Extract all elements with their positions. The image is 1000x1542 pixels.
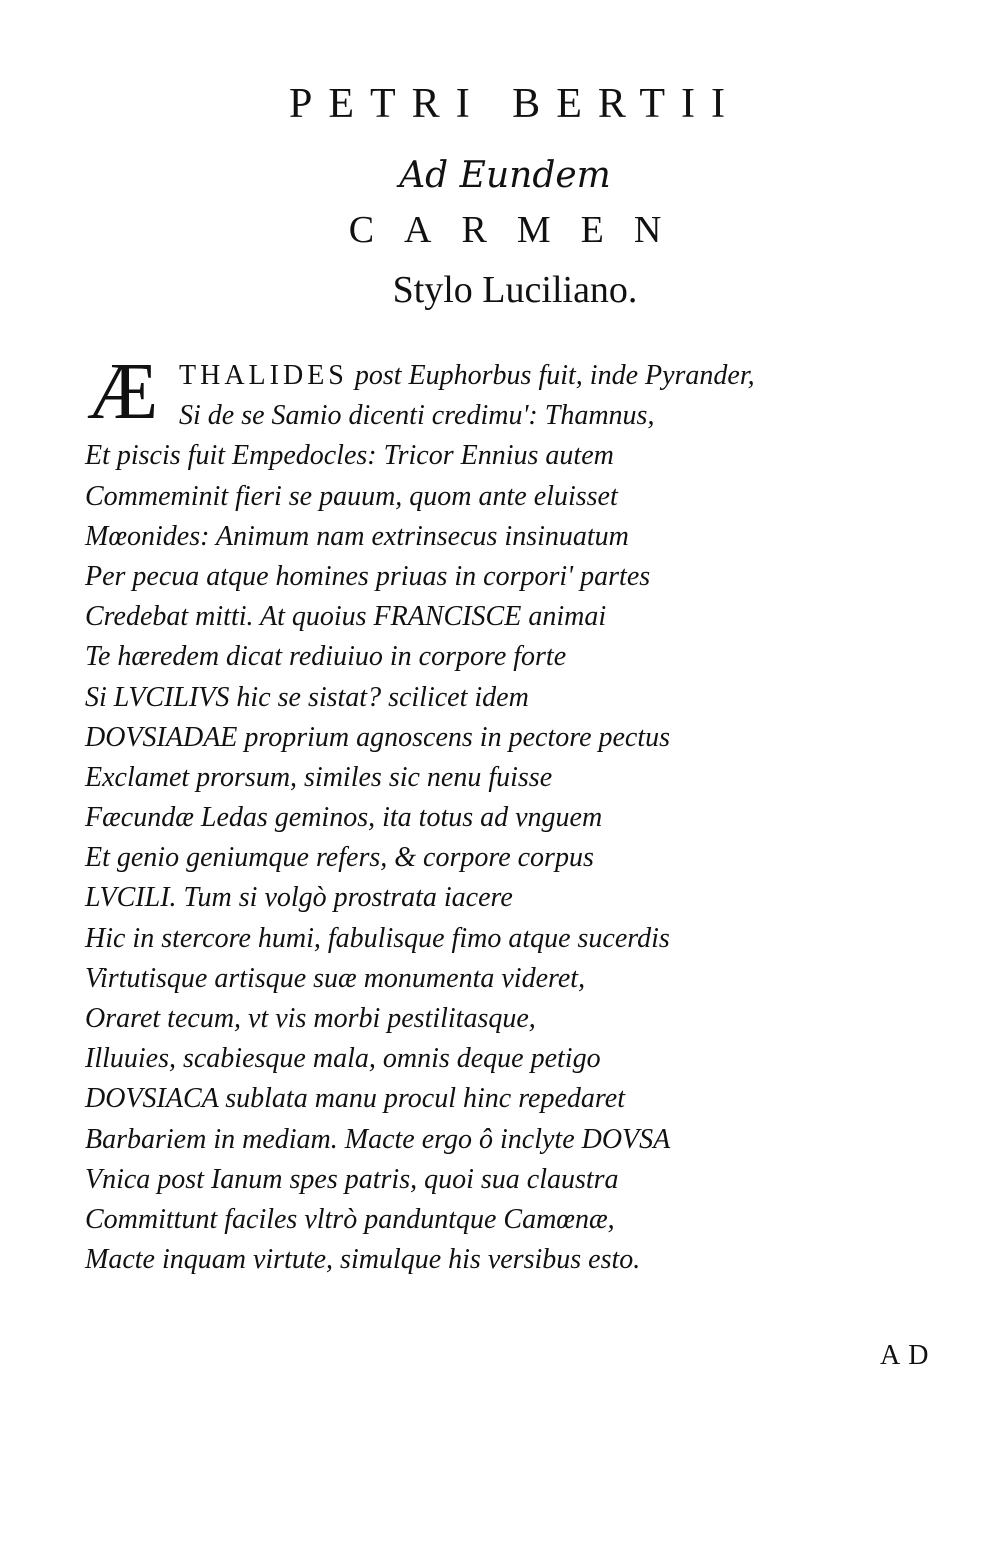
poem-line bbox=[85, 557, 885, 597]
dedication-subtitle: Ad Eundem bbox=[399, 155, 611, 196]
poem-line-text: Exclamet prorsum, similes sic nenu fuisse bbox=[85, 761, 553, 793]
poem-line-text: Commeminit fieri se pauum, quom ante eluisset bbox=[85, 480, 618, 512]
poem-line-text: post Euphorbus fuit, inde Pyrander, bbox=[347, 360, 755, 391]
poem-line-text: Hic in stercore humi, fabulisque fimo atque sucerdis bbox=[85, 922, 670, 954]
poem-line bbox=[85, 878, 885, 918]
poem-line bbox=[85, 1120, 885, 1160]
poem-line-text: Si LVCILIVS hic se sistat? scilicet idem bbox=[85, 681, 529, 713]
poem-line bbox=[85, 678, 885, 718]
poem-line bbox=[85, 798, 885, 838]
poem-line-text: Et piscis fuit Empedocles: Tricor Ennius autem bbox=[85, 440, 614, 472]
poem-line-text: Te hæredem dicat rediuiuo in corpore forte bbox=[85, 641, 567, 673]
poem-line-text: Vnica post Ianum spes patris, quoi sua claustra bbox=[85, 1163, 619, 1195]
poem-line bbox=[85, 1160, 885, 1200]
author-heading: PETRI BERTII bbox=[289, 81, 741, 127]
poem-line-text: Per pecua atque homines priuas in corpori' partes bbox=[85, 560, 651, 592]
poem-line bbox=[85, 1200, 885, 1240]
poem-line-text: DOVSIACA sublata manu procul hinc repedaret bbox=[85, 1083, 625, 1115]
poem-line-text: Et genio geniumque refers, & corpore corpus bbox=[85, 842, 594, 874]
poem-line bbox=[85, 838, 885, 878]
poem-line bbox=[85, 356, 885, 396]
poem-line bbox=[85, 597, 885, 637]
poem-line bbox=[85, 637, 885, 677]
poem-body bbox=[85, 356, 885, 1280]
poem-line bbox=[85, 999, 885, 1039]
poem-line bbox=[85, 919, 885, 959]
poem-line-text: Macte inquam virtute, simulque his versibus esto. bbox=[85, 1244, 641, 1276]
poem-line bbox=[85, 1240, 885, 1280]
poem-line bbox=[85, 477, 885, 517]
poem-line-text: Si de se Samio dicenti credimu': Thamnus, bbox=[179, 400, 655, 432]
style-heading: Stylo Luciliano. bbox=[392, 269, 638, 311]
poem-line bbox=[85, 1079, 885, 1119]
drop-cap: Æ bbox=[87, 348, 159, 436]
poem-line-text: DOVSIADAE proprium agnoscens in pectore pectus bbox=[85, 721, 671, 753]
poem-line-text: Committunt faciles vltrò panduntque Camœnæ, bbox=[85, 1203, 615, 1235]
poem-line-caps: THALIDES bbox=[179, 360, 348, 391]
poem-line bbox=[85, 517, 885, 557]
poem-line-text: Mœonides: Animum nam extrinsecus insinuatum bbox=[85, 520, 629, 552]
poem-line bbox=[85, 718, 885, 758]
poem-line-text: Illuuies, scabiesque mala, omnis deque petigo bbox=[85, 1043, 601, 1075]
poem-line bbox=[85, 758, 885, 798]
genre-heading: CARMEN bbox=[348, 209, 692, 251]
poem-line bbox=[85, 396, 885, 436]
poem-line-text: LVCILI. Tum si volgò prostrata iacere bbox=[85, 882, 513, 914]
poem-line-text: Barbariem in mediam. Macte ergo ô inclyte DOVSA bbox=[85, 1123, 671, 1155]
poem-line-text: Fæcundæ Ledas geminos, ita totus ad vnguem bbox=[85, 802, 603, 834]
poem-line bbox=[85, 959, 885, 999]
catchword: AD bbox=[880, 1340, 937, 1371]
poem-line bbox=[85, 1039, 885, 1079]
poem-line-text: Credebat mitti. At quoius FRANCISCE animai bbox=[85, 601, 607, 633]
poem-line bbox=[85, 436, 885, 476]
poem-line-text: Virtutisque artisque suæ monumenta videret, bbox=[85, 962, 586, 994]
poem-line-text: Oraret tecum, vt vis morbi pestilitasque, bbox=[85, 1003, 536, 1034]
